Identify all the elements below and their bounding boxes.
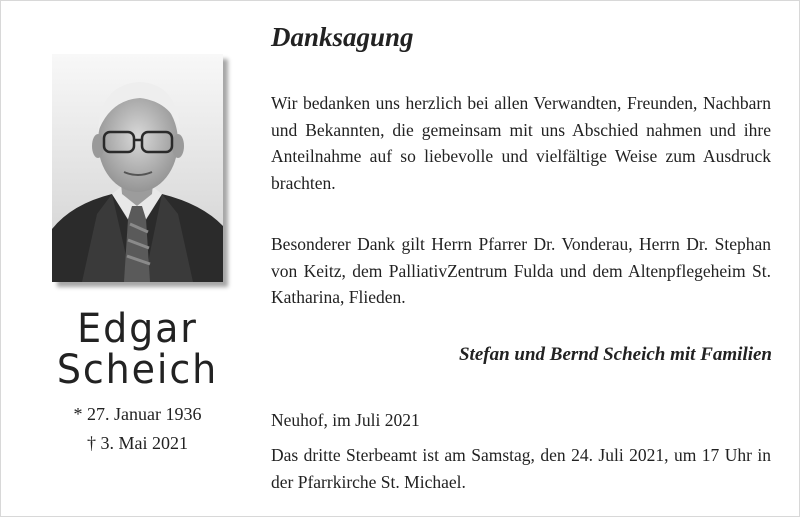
special-thanks-paragraph: Besonderer Dank gilt Herrn Pfarrer Dr. Vonderau, Herrn Dr. Stephan von Keitz, dem PalliativZentrum Fulda und dem Altenpflegeheim St. Katharina, Flieden.: [271, 234, 771, 307]
memorial-service-paragraph: Das dritte Sterbeamt ist am Samstag, den 24. Juli 2021, um 17 Uhr in der Pfarrkirche St. Michael.: [271, 445, 771, 492]
portrait-illustration: [52, 54, 223, 282]
birth-date: * 27. Januar 1936: [73, 404, 202, 424]
last-name: Scheich: [56, 347, 219, 393]
death-date: † 3. Mai 2021: [87, 433, 188, 453]
place-date: Neuhof, im Juli 2021: [271, 410, 420, 430]
thanks-paragraph: Wir bedanken uns herzlich bei allen Verwandten, Freunden, Nachbarn und Bekannten, die gemeinsam mit uns Abschied nahmen und ihre Anteilnahme auf so liebevolle und vielfältige Weise zum Ausdruck brachten.: [271, 93, 771, 193]
first-name: Edgar: [77, 306, 198, 352]
notice-title: Danksagung: [271, 22, 414, 52]
portrait-photo: [52, 54, 223, 282]
family-signature: Stefan und Bernd Scheich mit Familien: [458, 344, 772, 365]
